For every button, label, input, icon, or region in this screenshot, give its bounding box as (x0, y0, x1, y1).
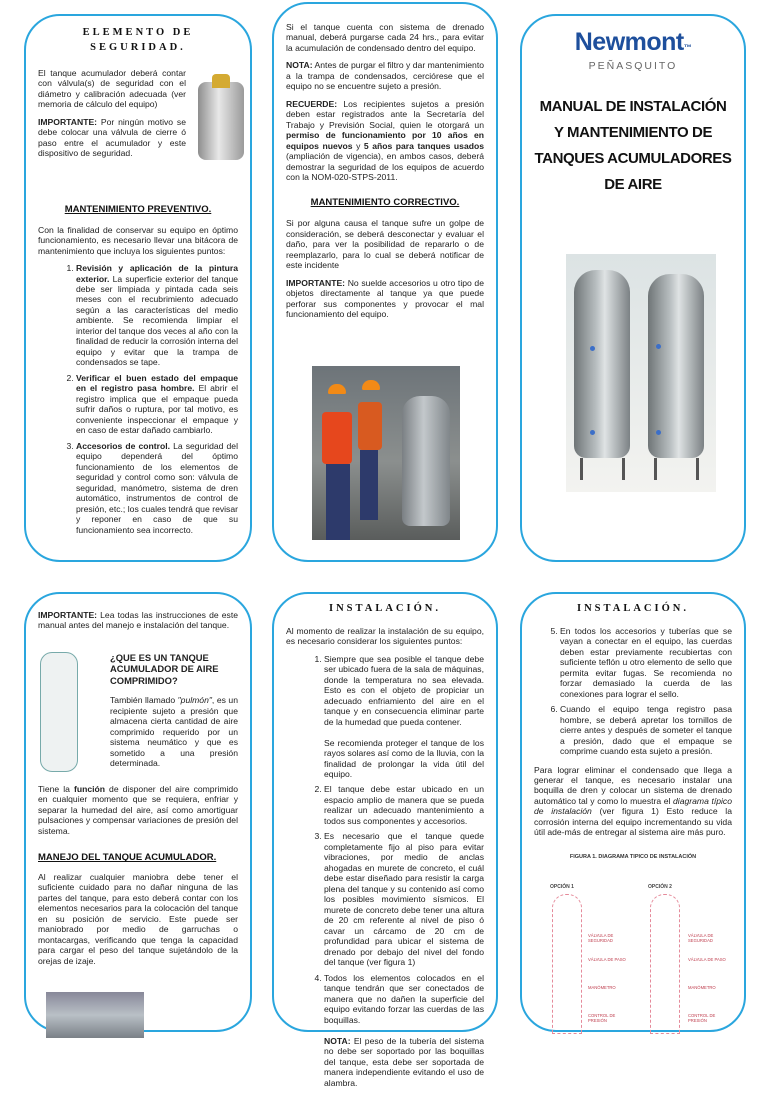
handling-text: Al realizar cualquier maniobra debe tener el suficiente cuidado para no dañar ninguna de las partes del tanque, para esto deberá contar con los elementos necesarios para la colocación del tanque en su posición de servicio. Este puede ser maniobrado por medio de garruchas o montacargas, verificando que tenga la capacidad para cargar el peso del tanque sujetándolo de la orejas de izaje. (38, 872, 238, 966)
list-item: 1. Revisión y aplicación de la pintura exterior. La superficie exterior del tanque debe ser limpiada y pintada cada seis meses con el recubrimiento adecuado según a las características del medio ambiente. Se recomienda limpiar el interior del tanque dos veces al año con la finalidad de reducir la corrosión interna del equipo y evitar que la trampa de condensados se tape. (76, 263, 238, 368)
forklift-photo (46, 992, 144, 1038)
list-item: 4. Todos los elementos colocados en el tanque tendrán que ser conectados de manera que no dañen la superficie del equipo evitando forzar las cuerdas de las boquillas. NOTA: El peso de la tubería del sistema no debe ser soportado por las boquillas del tanque, esta debe ser soportada de manera independiente evitando el uso de alambra. (324, 973, 484, 1088)
title-elemento-seguridad: ELEMENTO DE SEGURIDAD. (82, 27, 194, 53)
instalacion-list (286, 654, 484, 1088)
list-item: 1. Siempre que sea posible el tanque debe ser ubicado fuera de la sala de máquinas, donde la temperatura no sea elevada. Esto es con el objeto de propiciar un adecuado enfriamiento del aire en el tanque y en consecuencia eliminar parte de la humedad que pueda contener. Se recomienda proteger el tanque de los rayos solares así como de la lluvia, con la finalidad de prolongar la vida útil del equipo. (324, 654, 484, 780)
label-pass-valve: VÁLVULA DE PASO (588, 957, 626, 962)
instalacion-intro: Al momento de realizar la instalación de su equipo, es necesario considerar los siguientes puntos: (286, 625, 484, 647)
accumulator-diagram (40, 652, 78, 772)
section-title-correctivo: MANTENIMIENTO CORRECTIVO. (310, 196, 460, 208)
panel-elemento-seguridad (24, 14, 252, 562)
drain-text: Si el tanque cuenta con sistema de drenado manual, deberá purgarse cada 24 hrs., para evitar la acumulación de condensado dentro del equipo. (286, 22, 484, 53)
important-note: IMPORTANTE: No suelde accesorios u otro tipo de objetos directamente al tanque ya que puede perforar sus componentes y provocar el mal funcionamiento del equipo. (286, 277, 484, 320)
list-item: 6. Cuando el equipo tenga registro pasa hombre, se deberá apretar los tornillos de cierre antes y después de someter el tanque a presión, dado que el empaque se comprime cuando esta sujeto a presión. (560, 704, 732, 756)
panel-cover (520, 14, 746, 562)
label-safety-valve: VÁLVULA DE SEGURIDAD (588, 933, 614, 943)
important-note: IMPORTANTE: Por ningún motivo se debe colocar una válvula de cierre ó paso entre el acumulador y este dispositivo de seguridad. (38, 116, 186, 159)
option-2-label: OPCIÓN 2 (648, 884, 672, 890)
option-1-label: OPCIÓN 1 (550, 884, 574, 890)
label-safety-valve-2: VÁLVULA DE SEGURIDAD (688, 933, 714, 943)
safety-valve-text: El tanque acumulador deberá contar con válvula(s) de seguridad con el diámetro y calibración adecuada (ver memoria de cálculo del equipo) (38, 68, 186, 110)
panel-instalacion-1 (272, 592, 498, 1088)
answer-text: También llamado "pulmón", es un recipiente sujeto a presión que almacena cierta cantidad de aire comprimido requerido por un sistema neumático y que es sometido a una presión determinada. (110, 695, 238, 769)
workers-photo (312, 366, 460, 540)
drain-system-text: Para lograr eliminar el condensado que llega a generar el tanque, es necesario instalar una boquilla de dren y colocar un sistema de drenado automático tal y como lo muestra el diagrama típico de instalación (ver figura 1) Esto reduce la corrosión interna del equipo incrementando su vida útil ade-más de entregar al sistema aire más puro. (534, 764, 732, 838)
recuerde-text: RECUERDE: Los recipientes sujetos a presión deben estar registrados ante la Secretaría del Trabajo y Previsión Social, quien le otorgará un permiso de funcionamiento por 10 años en equipos nuevos y 5 años para tanques usados (ampliación de vigencia), en ambos casos, deberá demostrar la seguridad de los equipos de acuerdo con la NOM-020-STPS-2011. (286, 98, 485, 183)
label-manometer-2: MANÓMETRO (688, 985, 716, 990)
installation-diagram (532, 854, 734, 1034)
label-pressure-control-2: CONTROL DE PRESIÓN (688, 1013, 716, 1023)
cover-title: MANUAL DE INSTALACIÓN Y MANTENIMIENTO DE TANQUES ACUMULADORES DE AIRE (534, 98, 732, 193)
list-item: 3. Es necesario que el tanque quede completamente fijo al piso para evitar vibraciones, por medio de anclas ahogadas en murete de concreto, el cuál debe estar diseñado para resistir la carga plena del tanque y su contenido así como los posibles movimiento sísmicos. El murete de concreto debe tener una altura de 20 cm referente al nivel de piso ó cavar un cárcamo de 20 cm de profundidad para ubicar el sistema de drenado por debajo del nivel del fondo del tanque (ver figura 1) (324, 831, 484, 967)
preventivo-list (38, 263, 238, 535)
panel-instalacion-2 (520, 592, 746, 1032)
air-tanks-photo (566, 254, 716, 492)
instalacion-list-cont (534, 626, 732, 757)
panel-que-es (24, 592, 252, 1032)
preventivo-intro: Con la finalidad de conservar su equipo en óptimo funcionamiento, es necesario llevar una bitácora de mantenimiento que incluya los siguientes puntos: (38, 224, 238, 256)
section-title-preventivo: MANTENIMIENTO PREVENTIVO. (64, 204, 212, 215)
title-instalacion: INSTALACIÓN. (329, 603, 441, 614)
title-instalacion: INSTALACIÓN. (577, 603, 689, 614)
question-heading: ¿QUE ES UN TANQUE ACUMULADOR DE AIRE COMPRIMIDO? (110, 652, 219, 686)
important-note: IMPORTANTE: Lea todas las instrucciones de este manual antes del manejo e instalación del tanque. (38, 610, 238, 631)
list-item: 3. Accesorios de control. La seguridad del equipo dependerá del óptimo funcionamiento de los elementos de seguridad y control como son: válvula de seguridad, manómetro, sistema de dren automático, instrumentos de control de presión, etc.; los cuales tendrá que revisar y reponer en caso de que su funcionamiento sea incorrecto. (76, 441, 238, 535)
label-manometer: MANÓMETRO (588, 985, 616, 990)
correctivo-text: Si por alguna causa el tanque sufre un golpe de consideración, se deberá desconectar y evaluar el daño, para ver la posibilidad de repararlo o de reemplazarlo, para lo cual se deberá notificar de este incidente (286, 218, 484, 271)
list-item: 5. En todos los accesorios y tuberías que se vayan a conectar en el equipo, las cuerdas deben estar previamente recubiertas con suficiente teflón u otro elemento de sello que permita evitar fugas. Se recomienda no forzar demasiado la cuerda de las conexiones para lograr el sello. (560, 626, 732, 699)
list-item: 2. Verificar el buen estado del empaque en el registro pasa hombre. El abrir el registro implica que el empaque pueda sufrir daños o ruptura, por tal motivo, es conveniente inspeccionar el empaque y en caso de estar dañado cambiarlo. (76, 373, 238, 436)
label-pressure-control: CONTROL DE PRESIÓN (588, 1013, 616, 1023)
label-pass-valve-2: VÁLVULA DE PASO (688, 957, 726, 962)
panel-mantenimiento-correctivo (272, 2, 498, 562)
function-text: Tiene la función de disponer del aire comprimido en cualquier momento que se requiera, enfriar y separar la humedad del aire, así como amortiguar pulsaciones y compensar variaciones de presión del sistema. (38, 784, 238, 836)
nota-text: NOTA: Antes de purgar el filtro y dar mantenimiento a la trampa de condensados, cerciórese que el equipo no se encuentre sujeto a presión. (286, 60, 484, 92)
safety-valve-image (198, 82, 244, 160)
diagram-title: FIGURA 1. DIAGRAMA TIPICO DE INSTALACIÓN (569, 854, 697, 860)
section-title-manejo: MANEJO DEL TANQUE ACUMULADOR. (38, 852, 217, 864)
newmont-logo: Newmont™ (574, 28, 692, 56)
list-item: 2. El tanque debe estar ubicado en un espacio amplio de manera que se pueda realizar un adecuado mantenimiento a todos sus componentes y accesorios. (324, 784, 484, 826)
logo-subtitle: PEÑASQUITO (588, 60, 678, 72)
